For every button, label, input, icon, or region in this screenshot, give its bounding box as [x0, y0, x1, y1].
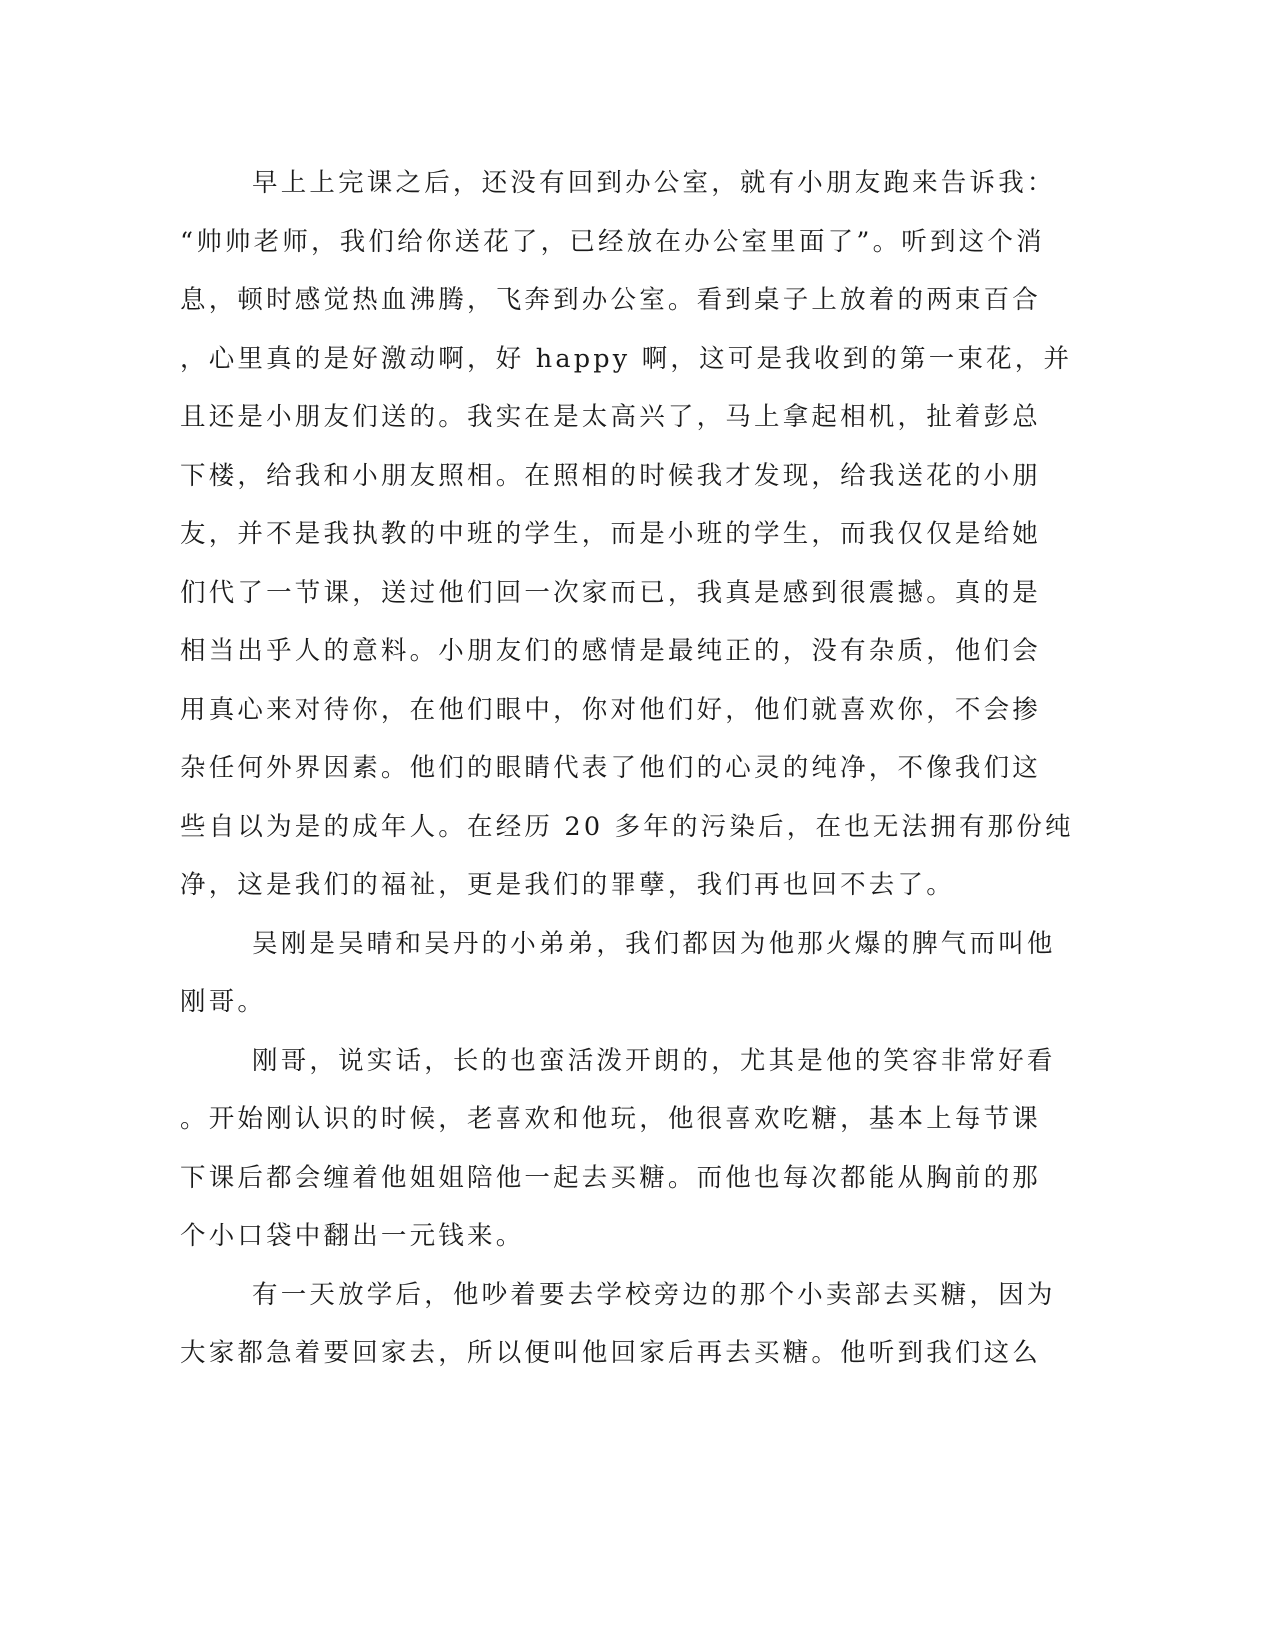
- text-line: 友，并不是我执教的中班的学生，而是小班的学生，而我仅仅是给她: [180, 519, 1042, 549]
- text-line: 们代了一节课，送过他们回一次家而已，我真是感到很震撼。真的是: [180, 578, 1042, 608]
- text-line: 有一天放学后，他吵着要去学校旁边的那个小卖部去买糖，因为: [252, 1280, 1056, 1310]
- text-line: 杂任何外界因素。他们的眼睛代表了他们的心灵的纯净，不像我们这: [180, 753, 1042, 783]
- text-line: 且还是小朋友们送的。我实在是太高兴了，马上拿起相机，扯着彭总: [180, 402, 1042, 432]
- text-line: 刚哥。: [180, 987, 267, 1017]
- text-line: 净，这是我们的福祉，更是我们的罪孽，我们再也回不去了。: [180, 870, 955, 900]
- text-line: 大家都急着要回家去，所以便叫他回家后再去买糖。他听到我们这么: [180, 1338, 1042, 1368]
- text-line: 下楼，给我和小朋友照相。在照相的时候我才发现，给我送花的小朋: [180, 461, 1042, 491]
- text-line: 息，顿时感觉热血沸腾，飞奔到办公室。看到桌子上放着的两束百合: [180, 285, 1042, 315]
- text-line: 些自以为是的成年人。在经历 20 多年的污染后，在也无法拥有那份纯: [180, 812, 1074, 842]
- text-line: 刚哥，说实话，长的也蛮活泼开朗的，尤其是他的笑容非常好看: [252, 1046, 1056, 1076]
- text-line: “帅帅老师，我们给你送花了，已经放在办公室里面了”。听到这个消: [180, 227, 1045, 257]
- text-line: ，心里真的是好激动啊，好 happy 啊，这可是我收到的第一束花，并: [180, 344, 1073, 374]
- text-line: 吴刚是吴晴和吴丹的小弟弟，我们都因为他那火爆的脾气而叫他: [252, 929, 1056, 959]
- text-line: 相当出乎人的意料。小朋友们的感情是最纯正的，没有杂质，他们会: [180, 636, 1042, 666]
- text-line: 。开始刚认识的时候，老喜欢和他玩，他很喜欢吃糖，基本上每节课: [180, 1104, 1042, 1134]
- text-line: 早上上完课之后，还没有回到办公室，就有小朋友跑来告诉我：: [252, 168, 1056, 198]
- text-line: 下课后都会缠着他姐姐陪他一起去买糖。而他也每次都能从胸前的那: [180, 1163, 1042, 1193]
- text-line: 用真心来对待你，在他们眼中，你对他们好，他们就喜欢你，不会掺: [180, 695, 1042, 725]
- text-line: 个小口袋中翻出一元钱来。: [180, 1221, 525, 1251]
